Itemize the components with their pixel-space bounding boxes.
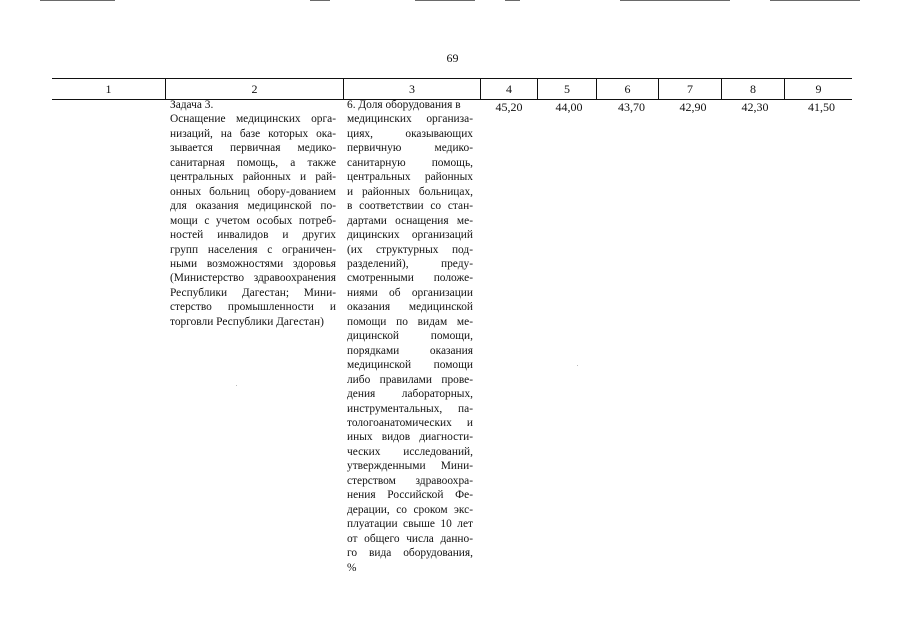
value-col-8: 42,30 <box>741 100 769 114</box>
indicator-text-line: в соответствии со стан- <box>347 200 473 213</box>
header-col-6: 6 <box>624 82 631 96</box>
task-text-line: центральных районных и рай- <box>170 171 336 184</box>
header-col-3: 3 <box>409 82 415 96</box>
scan-edge-line <box>620 0 730 1</box>
indicator-text-line: дения лабораторных, <box>347 388 473 401</box>
indicator-text-line: дицинской помощи, <box>347 330 473 343</box>
task-text-line: ностей инвалидов и других <box>170 229 336 242</box>
indicator-text-line: первичную медико- <box>347 142 473 155</box>
indicator-text-line: и районных больницах, <box>347 185 473 198</box>
value-col-9: 41,50 <box>808 100 835 114</box>
indicator-text-line: (их структурных под- <box>347 243 473 256</box>
task-text-line: санитарная помощь, а также <box>170 156 336 169</box>
indicator-text-line: оказания медицинской <box>347 301 473 314</box>
indicator-text-line: санитарную помощь, <box>347 156 473 169</box>
indicator-text-line: плуатации свыше 10 лет <box>347 518 473 531</box>
indicator-text-line: ческих исследований, <box>347 445 473 458</box>
scan-edge-line <box>40 0 115 1</box>
task-text-line: зывается первичная медико- <box>170 142 336 155</box>
indicator-text-line: разделений), преду- <box>347 257 473 270</box>
header-col-9: 9 <box>815 82 822 96</box>
indicator-text-line: медицинской помощи <box>347 359 473 372</box>
task-text-line: для оказания медицинской по- <box>170 200 336 213</box>
header-col-2: 2 <box>251 82 258 96</box>
indicator-text-line: ниями об организации <box>347 286 473 299</box>
page-number: 69 <box>446 51 459 65</box>
indicator-text-line: дартами оснащения ме- <box>347 214 473 227</box>
table-header-row <box>52 78 852 100</box>
scan-edge-line <box>310 0 330 1</box>
value-col-7: 42,90 <box>679 100 707 114</box>
task-text-line: низаций, на базе которых ока- <box>170 127 336 140</box>
scan-speck <box>236 385 237 386</box>
indicator-text-line: дерации, со сроком экс- <box>347 503 473 516</box>
indicator-text-line: % <box>347 561 357 574</box>
indicator-text-line: 6. Доля оборудования в <box>347 99 461 111</box>
scan-edge-line <box>415 0 475 1</box>
indicator-text-line: медицинских организа- <box>347 113 473 126</box>
task-text-line: стерство промышленности и <box>170 301 336 314</box>
header-col-1: 1 <box>105 82 112 96</box>
indicator-text-line: порядками оказания <box>347 344 473 357</box>
indicator-text-line: либо правилами прове- <box>347 373 473 386</box>
task-text-line: групп населения с ограничен- <box>170 243 336 256</box>
indicator-text-line: смотренными положе- <box>347 272 473 285</box>
indicator-text-line: иных видов диагности- <box>347 431 473 444</box>
header-col-4: 4 <box>506 82 512 96</box>
indicator-text-line: тологоанатомических и <box>347 416 473 429</box>
header-col-5: 5 <box>564 82 570 96</box>
indicator-text-line: циях, оказывающих <box>347 127 473 140</box>
task-text-line: торговли Республики Дагестан) <box>170 315 324 328</box>
task-text-line: мощи с учетом особых потреб- <box>170 214 336 227</box>
task-description <box>170 98 336 329</box>
scan-edge-line <box>505 0 520 1</box>
scan-speck <box>577 365 578 366</box>
value-col-6: 43,70 <box>618 100 645 114</box>
indicator-text-line: утвержденными Мини- <box>347 460 473 473</box>
header-col-7: 7 <box>687 82 693 96</box>
indicator-text-line: го вида оборудования, <box>347 547 473 560</box>
task-text-line: (Министерство здравоохранения <box>170 272 336 285</box>
indicator-text-line: стерством здравоохра- <box>347 474 473 487</box>
task-text-line: онных больниц обору-дованием <box>170 185 336 198</box>
task-text-line: ными возможностями здоровья <box>170 257 336 270</box>
value-col-5: 44,00 <box>555 100 583 114</box>
task-text-line: Республики Дагестан; Мини- <box>170 286 336 299</box>
indicator-text-line: инструментальных, па- <box>347 402 473 415</box>
indicator-text-line: центральных районных <box>347 171 473 184</box>
scan-edge-line <box>770 0 860 1</box>
indicator-text-line: дицинских организаций <box>347 229 473 242</box>
indicator-text-line: от общего числа данно- <box>347 532 473 545</box>
indicator-text-line: нения Российской Фе- <box>347 489 473 502</box>
task-text-line: Оснащение медицинских орга- <box>170 113 336 126</box>
header-col-8: 8 <box>750 82 756 96</box>
indicator-text-line: помощи по видам ме- <box>347 315 473 328</box>
indicator-description <box>347 98 473 575</box>
value-col-4: 45,20 <box>495 100 523 114</box>
task-text-line: Задача 3. <box>170 99 214 111</box>
